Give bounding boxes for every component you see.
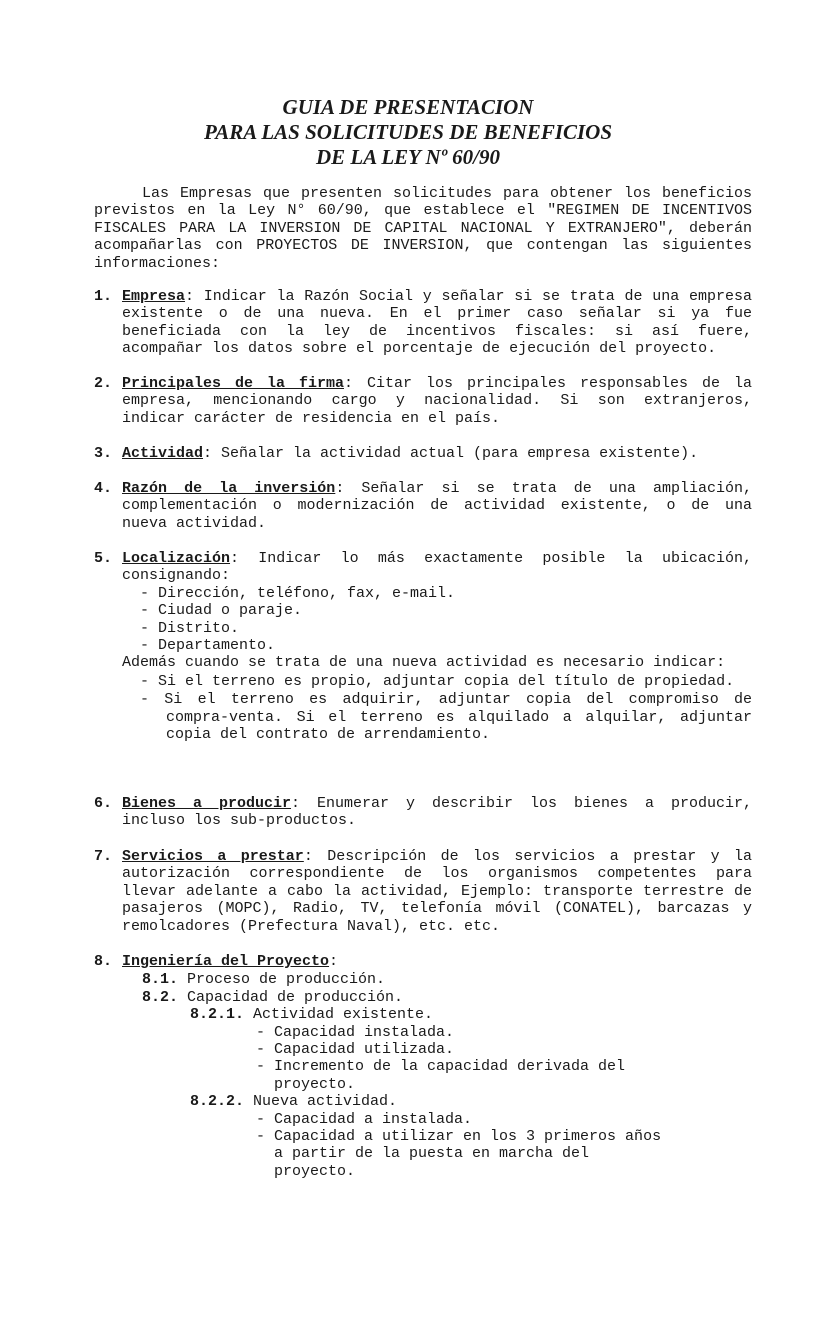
list-item: - Capacidad a utilizar en los 3 primeros años a partir de la puesta en marcha del proyecto.	[256, 1128, 662, 1180]
item-actividad	[94, 445, 752, 462]
item-heading: Actividad	[122, 445, 204, 462]
list-item: - Capacidad a instalada.	[256, 1110, 473, 1128]
item-heading: Bienes a producir	[122, 795, 292, 812]
item-text: : Indicar la Razón Social y señalar si se trata de una empresa existente o de una nueva. En el primer caso señalar si ya fue beneficiada con la ley de incentivos fiscales: si así fuere, acompañar los datos sobre el porcentaje de ejecución del proyecto.	[122, 288, 752, 358]
item-number: 1.	[94, 288, 113, 305]
title-line-3: DE LA LEY Nº 60/90	[315, 145, 501, 169]
item-text: : Señalar si se trata de una ampliación, complementación o modernización de actividad existente, o de una nueva actividad.	[122, 480, 753, 532]
item-text: : Enumerar y describir los bienes a producir, incluso los sub-productos.	[122, 795, 752, 830]
item-text: : Señalar la actividad actual (para empresa existente).	[203, 445, 699, 462]
subitem-8-1: 8.1. Proceso de producción.	[142, 971, 386, 989]
item-text: :	[329, 953, 339, 970]
item-number: 2.	[94, 375, 113, 392]
subitem-8-2-1: 8.2.1. Actividad existente.	[190, 1006, 434, 1024]
item-principales	[94, 375, 752, 427]
item-ingenieria	[94, 953, 752, 1180]
list-item: - Departamento.	[140, 637, 276, 655]
item-razon-inversion	[94, 480, 752, 532]
item-bienes	[94, 795, 752, 830]
list-item: - Capacidad utilizada.	[256, 1041, 455, 1059]
title-line-2: PARA LAS SOLICITUDES DE BENEFICIOS	[203, 120, 613, 144]
title-line-1: GUIA DE PRESENTACION	[282, 95, 534, 119]
list-item: - Dirección, teléfono, fax, e-mail.	[140, 584, 456, 602]
item-heading: Ingeniería del Proyecto	[122, 953, 330, 970]
item-localizacion	[94, 550, 752, 743]
list-item: - Capacidad instalada.	[256, 1023, 455, 1041]
item-heading: Razón de la inversión	[122, 480, 336, 497]
item-text: : Indicar lo más exactamente posible la ubicación, consignando:	[122, 550, 752, 585]
list-item: - Si el terreno es adquirir, adjuntar copia del compromiso de compra-venta. Si el terreno es alquilado a alquilar, adjuntar copia del contrato de arrendamiento.	[140, 691, 752, 744]
item-empresa	[94, 288, 752, 358]
list-item: - Si el terreno es propio, adjuntar copia del título de propiedad.	[140, 672, 735, 690]
item-text: : Citar los principales responsables de la empresa, mencionando cargo y nacionalidad. Si son extranjeros, indicar carácter de residencia en el país.	[122, 375, 752, 427]
list-item: - Distrito.	[140, 619, 240, 637]
intro-paragraph: Las Empresas que presenten solicitudes para obtener los beneficios previstos en la Ley N° 60/90, que establece el "REGIMEN DE INCENTIVOS FISCALES PARA LA INVERSION DE CAPITAL NACIONAL Y EXTRANJERO", deberán acompañarlas con PROYECTOS DE INVERSION, que contengan las siguientes informaciones:	[94, 185, 752, 272]
item-number: 5.	[94, 550, 113, 567]
list-item: - Incremento de la capacidad derivada del proyecto.	[256, 1058, 626, 1093]
subitem-8-2: 8.2. Capacidad de producción.	[142, 988, 404, 1006]
item-text: : Descripción de los servicios a prestar y la autorización correspondiente de los organismos competentes para llevar adelante a cabo la actividad, Ejemplo: transporte terrestre de pasajeros (MOPC), Radio, TV, telefonía móvil (CONATEL), barcazas y remolcadores (Prefectura Naval), etc. etc.	[122, 848, 752, 935]
extra-text: Además cuando se trata de una nueva actividad es necesario indicar:	[122, 654, 726, 672]
item-number: 7.	[94, 848, 113, 865]
item-number: 8.	[94, 953, 113, 970]
item-heading: Principales de la firma	[122, 375, 344, 392]
item-number: 3.	[94, 445, 113, 462]
item-heading: Localización	[122, 550, 231, 567]
list-item: - Ciudad o paraje.	[140, 602, 303, 620]
item-number: 4.	[94, 480, 113, 497]
item-servicios	[94, 848, 752, 935]
subitem-8-2-2: 8.2.2. Nueva actividad.	[190, 1093, 398, 1111]
item-heading: Empresa	[122, 288, 186, 305]
item-number: 6.	[94, 795, 113, 812]
item-heading: Servicios a prestar	[122, 848, 304, 865]
